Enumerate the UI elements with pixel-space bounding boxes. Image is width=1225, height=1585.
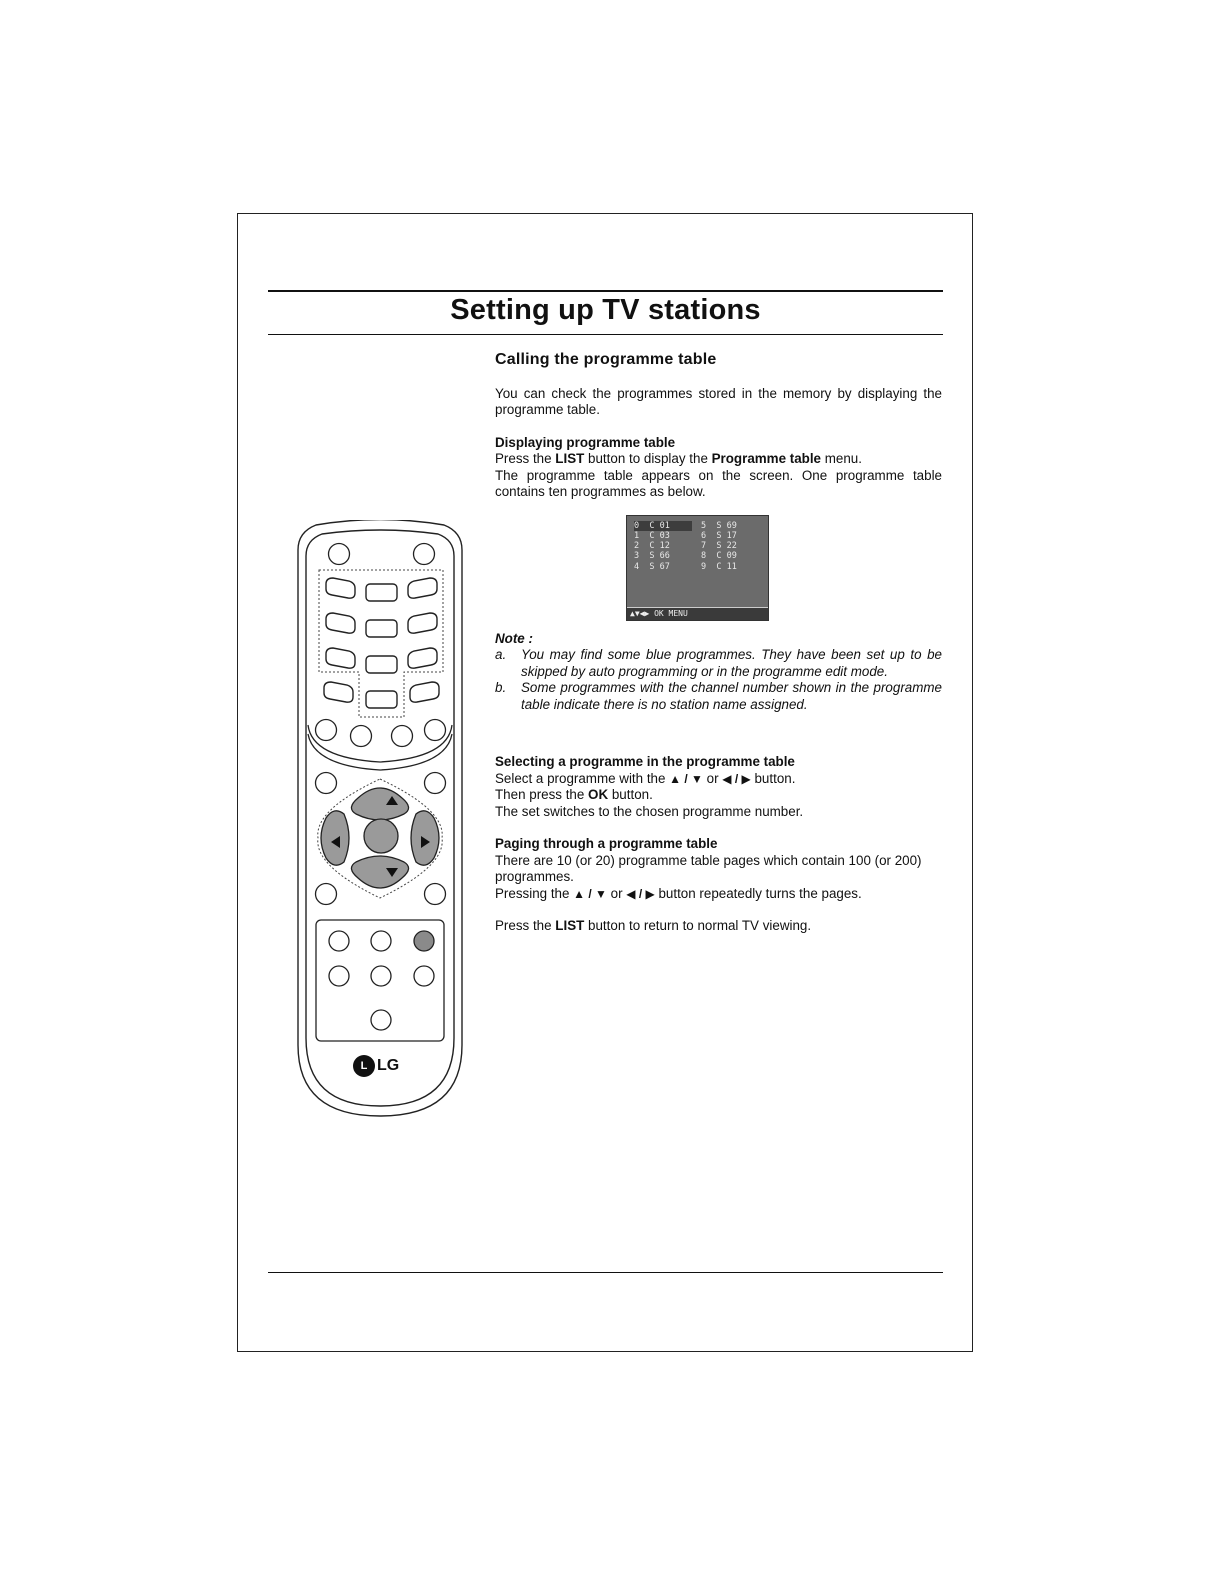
final-instruction: Press the LIST button to return to normal TV viewing. xyxy=(495,918,812,933)
programme-entry: 2 C 12 xyxy=(634,541,670,552)
lg-logo-text: LG xyxy=(377,1057,400,1074)
section-heading: Calling the programme table xyxy=(495,351,717,368)
remote-control-illustration xyxy=(296,520,464,1118)
programme-entry: 9 C 11 xyxy=(701,561,737,572)
display-line-1: Press the LIST button to display the Programme table menu. xyxy=(495,451,862,466)
selecting-heading: Selecting a programme in the programme table xyxy=(495,754,795,769)
paging-heading: Paging through a programme table xyxy=(495,836,718,851)
programme-entry: 4 S 67 xyxy=(634,561,670,572)
note-item xyxy=(495,647,942,680)
programme-table-row xyxy=(634,551,768,561)
programme-table-grid xyxy=(634,521,768,572)
programme-table-row xyxy=(634,562,768,572)
programme-entry: 5 S 69 xyxy=(701,520,737,531)
programme-table-row xyxy=(634,521,768,531)
paging-line-2: Pressing the ▲ / ▼ or ◀ / ▶ button repeatedly turns the pages. xyxy=(495,885,862,901)
paging-line-1: There are 10 (or 20) programme table pages which contain 100 (or 200) programmes. xyxy=(495,852,922,884)
programme-entry-selected: 0 C 01 xyxy=(634,521,692,531)
programme-table-screen xyxy=(626,515,769,621)
page-title: Setting up TV stations xyxy=(450,294,761,326)
note-item xyxy=(495,680,942,713)
selecting-line-1: Select a programme with the ▲ / ▼ or ◀ / ▶ button. xyxy=(495,770,796,786)
programme-entry: 6 S 17 xyxy=(701,530,737,541)
selecting-line-2: Then press the OK button. xyxy=(495,787,653,802)
footer-rule xyxy=(268,1272,943,1273)
programme-entry: 3 S 66 xyxy=(634,551,670,562)
programme-table-row xyxy=(634,541,768,551)
programme-entry: 1 C 03 xyxy=(634,530,670,541)
selecting-line-3: The set switches to the chosen programme number. xyxy=(495,803,804,819)
note-text: You may find some blue programmes. They have been set up to be skipped by auto programming or in the programme edit mode. xyxy=(521,647,942,679)
note-title: Note : xyxy=(495,630,533,646)
lg-logo xyxy=(353,1054,413,1078)
note-label: b. xyxy=(495,680,507,695)
note-label: a. xyxy=(495,647,507,662)
note-text: Some programmes with the channel number shown in the programme table indicate there is no station name assigned. xyxy=(521,680,942,712)
programme-entry: 7 S 22 xyxy=(701,541,737,552)
section-intro: You can check the programmes stored in the memory by displaying the programme table. xyxy=(495,385,942,417)
programme-table-row xyxy=(634,531,768,541)
lg-logo-mark: L xyxy=(353,1055,375,1077)
display-heading: Displaying programme table xyxy=(495,434,676,450)
title-bottom-rule xyxy=(268,334,943,335)
display-line-2: The programme table appears on the screen. One programme table contains ten programmes as below. xyxy=(495,467,942,499)
screen-footer: ▲▼◀▶ OK MENU xyxy=(627,607,768,620)
title-top-rule xyxy=(268,290,943,292)
programme-entry: 8 C 09 xyxy=(701,551,737,562)
main-content xyxy=(495,352,942,935)
